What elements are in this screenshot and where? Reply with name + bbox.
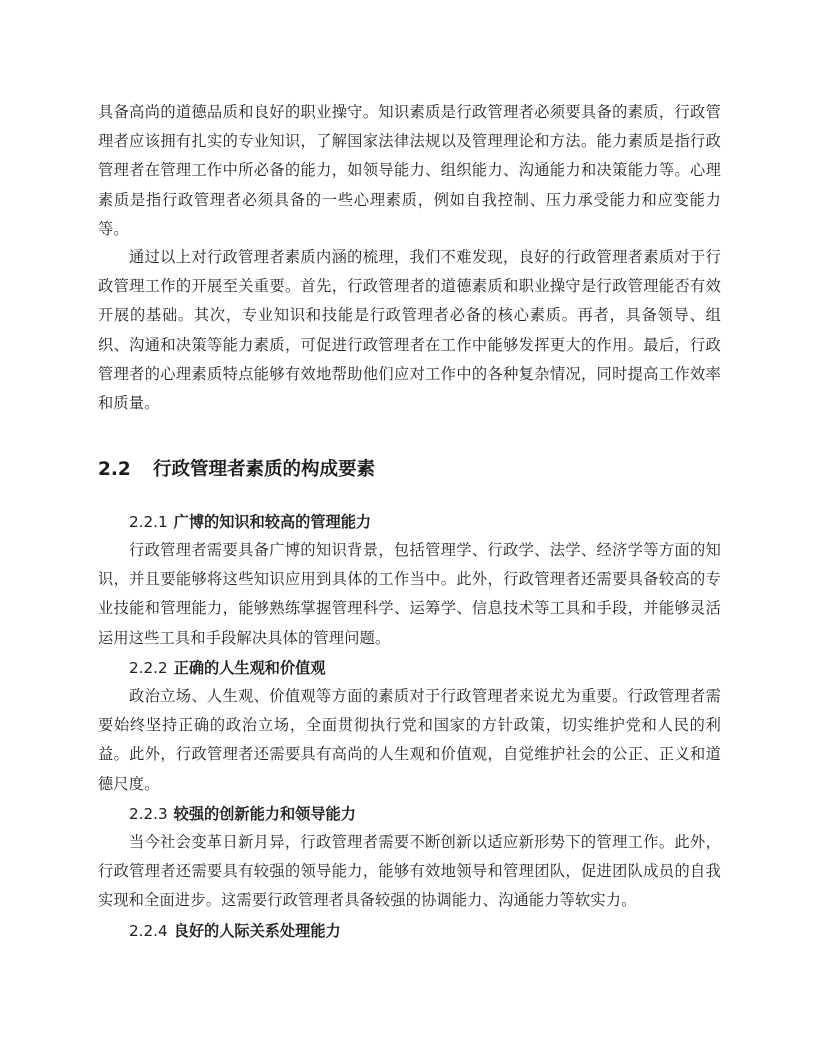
subsection-title: 正确的人生观和价值观 [173, 659, 326, 677]
paragraph-values: 政治立场、人生观、价值观等方面的素质对于行政管理者来说尤为重要。行政管理者需要始终坚持正确的政治立场，全面贯彻执行党和国家的方针政策，切实维护党和人民的利益。此外，行政管理者还需要具有高尚的人生观和价值观，自觉维护社会的公正、正义和道德尺度。 [98, 687, 721, 793]
section-number: 2.2 [98, 459, 131, 480]
subsection-number: 2.2.1 [129, 513, 168, 531]
subsection-number: 2.2.4 [129, 922, 168, 940]
subsection-title: 良好的人际关系处理能力 [173, 922, 341, 940]
subsection-number: 2.2.2 [129, 659, 168, 677]
paragraph-knowledge: 行政管理者需要具备广博的知识背景，包括管理学、行政学、法学、经济学等方面的知识，并且要能够将这些知识应用到具体的工作当中。此外，行政管理者还需要具备较高的专业技能和管理能力，能够熟练掌握管理科学、运筹学、信息技术等工具和手段，并能够灵活运用这些工具和手段解决具体的管理问题。 [98, 541, 721, 647]
paragraph-quality-types: 具备高尚的道德品质和良好的职业操守。知识素质是行政管理者必须要具备的素质，行政管理者应该拥有扎实的专业知识，了解国家法律法规以及管理理论和方法。能力素质是指行政管理者在管理工作中所必备的能力，如领导能力、组织能力、沟通能力和决策能力等。心理素质是指行政管理者必须具备的一些心理素质，例如自我控制、压力承受能力和应变能力等。 [98, 103, 721, 238]
subsection-heading-4 [129, 918, 341, 944]
subsection-number: 2.2.3 [129, 805, 168, 823]
section-title: 行政管理者素质的构成要素 [153, 459, 376, 480]
subsection-heading-3 [129, 801, 356, 827]
subsection-title: 广博的知识和较高的管理能力 [173, 513, 372, 531]
section-heading [98, 457, 375, 483]
subsection-heading-1 [129, 509, 371, 535]
subsection-heading-2 [129, 655, 326, 681]
paragraph-quality-summary: 通过以上对行政管理者素质内涵的梳理，我们不难发现，良好的行政管理者素质对于行政管理工作的开展至关重要。首先，行政管理者的道德素质和职业操守是行政管理能否有效开展的基础。其次，专业知识和技能是行政管理者必备的核心素质。再者，具备领导、组织、沟通和决策等能力素质，可促进行政管理者在工作中能够发挥更大的作用。最后，行政管理者的心理素质特点能够有效地帮助他们应对工作中的各种复杂情况，同时提高工作效率和质量。 [98, 248, 721, 413]
subsection-title: 较强的创新能力和领导能力 [173, 805, 356, 823]
paragraph-innovation: 当今社会变革日新月异，行政管理者需要不断创新以适应新形势下的管理工作。此外，行政管理者还需要具有较强的领导能力，能够有效地领导和管理团队，促进团队成员的自我实现和全面进步。这需要行政管理者具备较强的协调能力、沟通能力等软实力。 [98, 833, 721, 910]
